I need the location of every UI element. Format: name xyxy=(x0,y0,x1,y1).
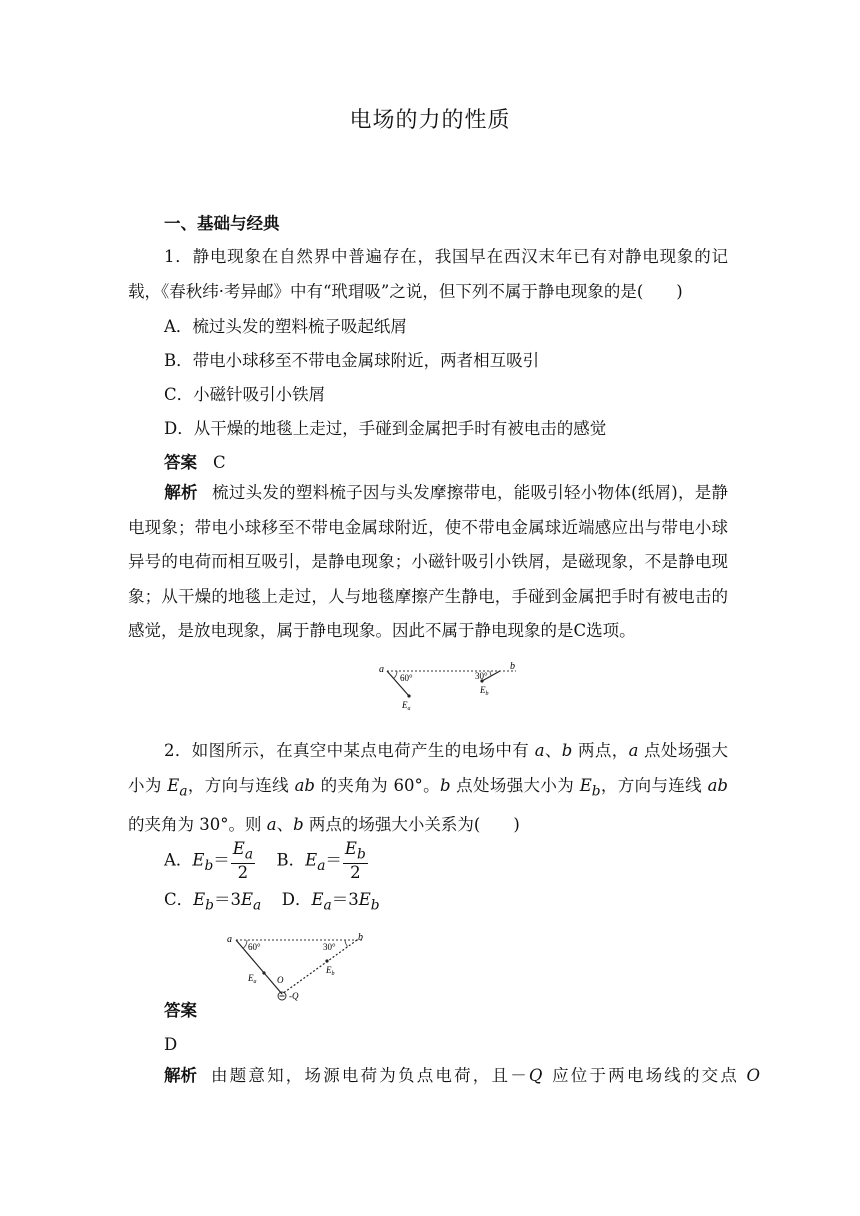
question-1-analysis xyxy=(128,476,728,649)
fig2-label-b: b xyxy=(358,932,363,943)
fig1-label-eb: $E_b$ xyxy=(480,685,489,697)
fig1-angle-60: 60° xyxy=(400,673,413,683)
question-2-answer-value: D xyxy=(164,1035,178,1054)
question-2-options-cd: C．$E_b=3E_a$ D．$E_a=3E_b$ xyxy=(164,890,380,914)
question-1-stem xyxy=(128,240,728,309)
question-1-option-b: B．带电小球移至不带电金属球附近，两者相互吸引 xyxy=(164,351,540,370)
question-1-answer xyxy=(164,453,226,473)
question-2-answer-label: 答案 xyxy=(164,1001,197,1020)
question-1-text: 1．静电现象在自然界中普遍存在，我国早在西汉末年已有对静电现象的记载，《春秋纬·考异邮》中有“玳瑁吸”之说，但下列不属于静电现象的是( ) xyxy=(128,247,728,301)
fig2-label-eb: $E_b$ xyxy=(326,965,335,977)
fig2-label-a: a xyxy=(227,934,232,945)
question-1-option-d: D．从干燥的地毯上走过，手碰到金属把手时有被电击的感觉 xyxy=(164,419,607,438)
fig2-angle-30: 30° xyxy=(323,942,336,952)
question-2-options-ab: A．$E_b=$ $\frac{E_a}{2}$ B．$E_a=$ $\frac{E_b}{2}$ xyxy=(164,839,366,883)
question-1-option-c: C．小磁针吸引小铁屑 xyxy=(164,385,326,404)
fig1-angle-30: 30° xyxy=(475,671,488,681)
fig1-label-a: a xyxy=(379,664,384,675)
answer-label: 答案 xyxy=(164,453,197,472)
fig2-angle-60: 60° xyxy=(248,942,261,952)
question-2-analysis: 解析 由题意知，场源电荷为负点电荷，且－Q 应位于两电场线的交点 O xyxy=(164,1066,763,1085)
fig2-label-q: -Q xyxy=(289,991,299,1001)
fig2-label-o: O xyxy=(277,975,284,985)
fig1-label-ea: $E_a$ xyxy=(402,700,411,712)
page-title: 电场的力的性质 xyxy=(349,108,511,133)
figure-2 xyxy=(222,928,372,1008)
question-2-stem: 2．如图所示，在真空中某点电荷产生的电场中有 a、b 两点，a 点处场强大小为 $E_a$，方向与连线 ab 的夹角为 60°。b 点处场强大小为 $E_b$，方向与连线 ab 的夹角为 30°。则 a、b 两点的场强大小关系为( ) xyxy=(128,741,729,835)
question-1-option-a: A．梳过头发的塑料梳子吸起纸屑 xyxy=(164,317,407,336)
analysis-text: 梳过头发的塑料梳子因与头发摩擦带电，能吸引轻小物体(纸屑)，是静电现象；带电小球移至不带电金属球附近，使不带电金属球近端感应出与带电小球异号的电荷而相互吸引，是静电现象；小磁针吸引小铁屑，是磁现象，不是静电现象；从干燥的地毯上走过，人与地毯摩擦产生静电，手碰到金属把手时有被电击的感觉，是放电现象，属于静电现象。因此不属于静电现象的是C选项。 xyxy=(128,483,729,640)
analysis-label: 解析 xyxy=(164,483,198,502)
section-heading: 一、基础与经典 xyxy=(164,214,280,233)
answer-value: C xyxy=(213,453,226,472)
figure-1 xyxy=(372,658,522,714)
fig2-label-ea: $E_a$ xyxy=(248,973,257,985)
fig1-label-b: b xyxy=(510,661,515,672)
